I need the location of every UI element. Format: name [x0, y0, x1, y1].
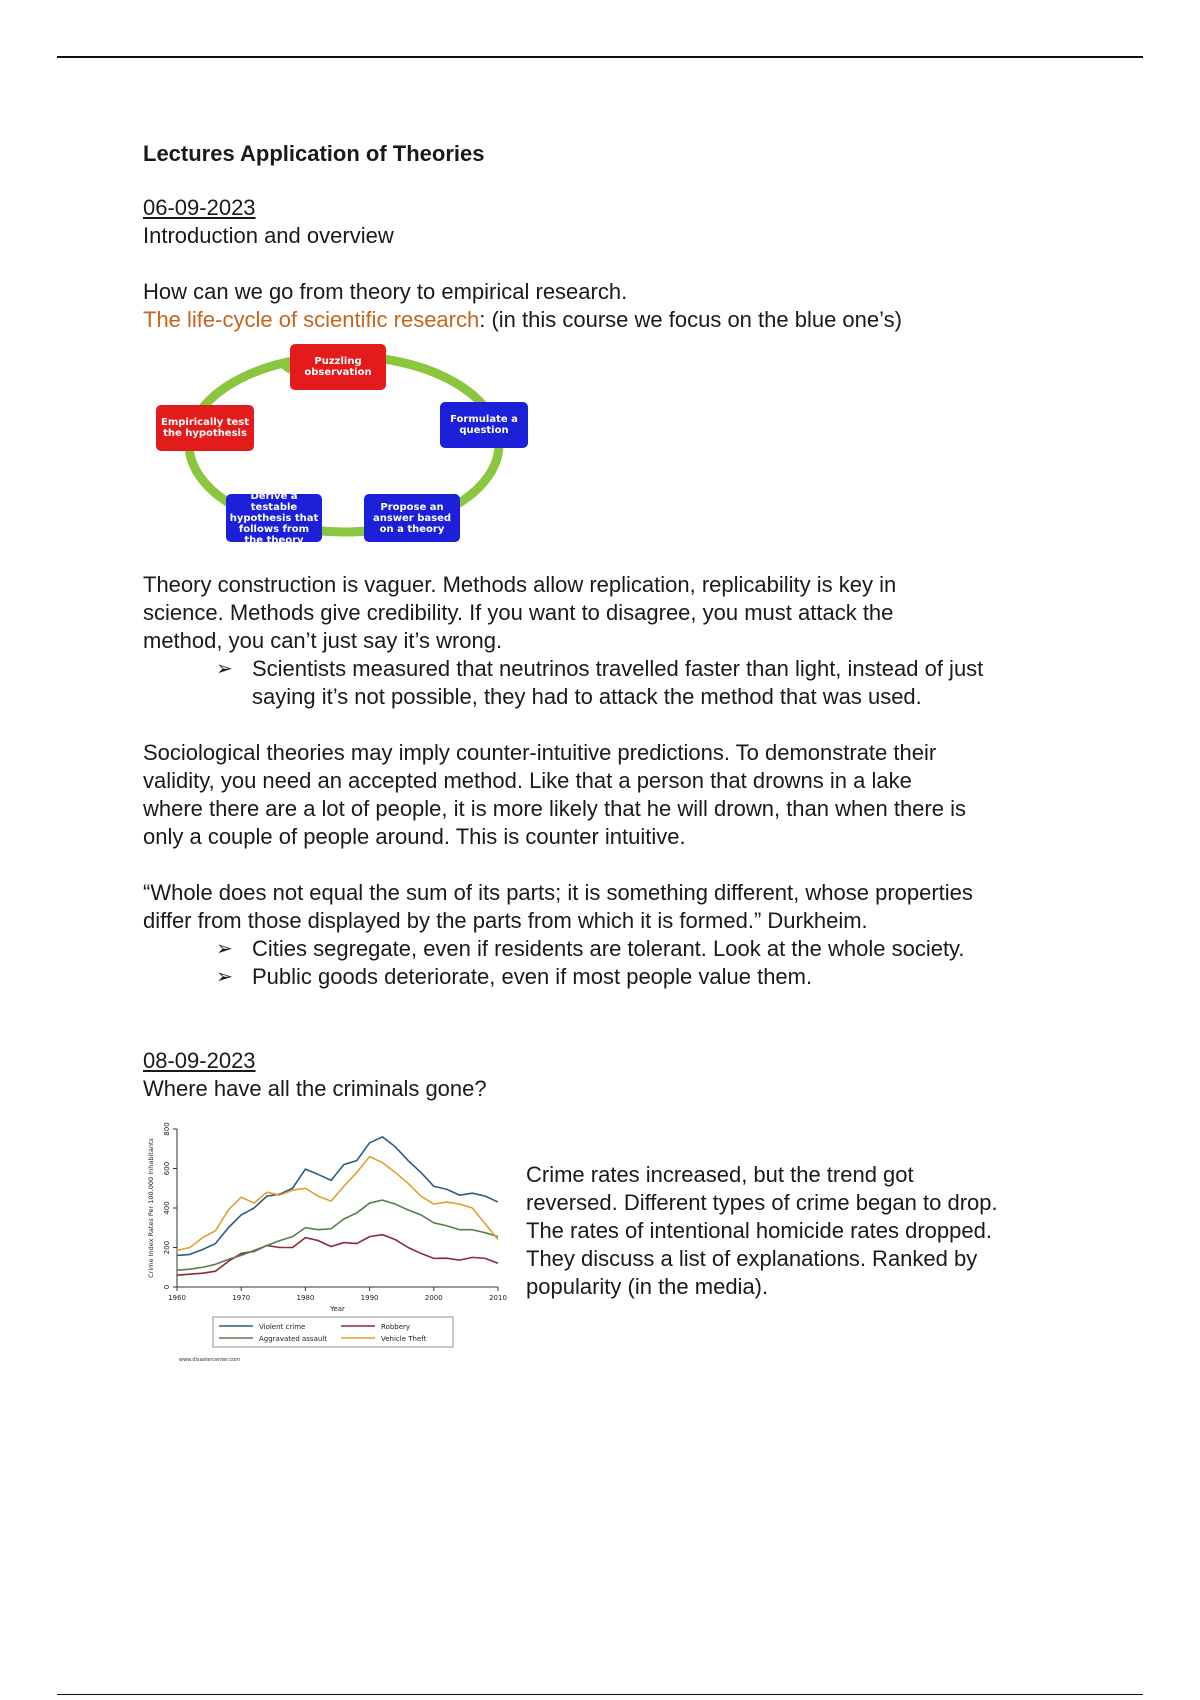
- section2-subtitle: Where have all the criminals gone?: [143, 1076, 487, 1101]
- crime-chart: [143, 1117, 508, 1382]
- legend-label: Robbery: [381, 1323, 411, 1331]
- arrow-bullet-icon: ➢: [216, 966, 233, 988]
- document-body: [143, 140, 1073, 1382]
- legend-label: Aggravated assault: [259, 1335, 327, 1343]
- crime-description: [526, 1161, 1066, 1301]
- text-line: differ from those displayed by the parts from which it is formed.” Durkheim.: [143, 908, 868, 933]
- step-derive-hypothesis: Derive a testable hypothesis that follows from the theory: [226, 494, 322, 542]
- lifecycle-label: The life-cycle of scientific research: [143, 307, 480, 332]
- x-tick-label: 1970: [232, 1294, 251, 1302]
- list-item: [216, 963, 1073, 991]
- text-line: Sociological theories may imply counter-intuitive predictions. To demonstrate their: [143, 740, 937, 765]
- top-rule: [57, 56, 1143, 58]
- y-tick-label: 0: [163, 1284, 171, 1290]
- series-line-3: [177, 1157, 498, 1251]
- lifecycle-heading: [143, 306, 1073, 334]
- text-line: validity, you need an accepted method. Like that a person that drowns in a lake: [143, 768, 912, 793]
- text-line: method, you can’t just say it’s wrong.: [143, 628, 503, 653]
- y-tick-label: 800: [163, 1122, 171, 1136]
- section1-date: 06-09-2023: [143, 195, 256, 220]
- section1-question: How can we go from theory to empirical research.: [143, 279, 628, 304]
- legend-label: Violent crime: [259, 1323, 306, 1331]
- text-line: “Whole does not equal the sum of its parts; it is something different, whose properties: [143, 880, 973, 905]
- x-axis-label: Year: [330, 1305, 345, 1313]
- text-line: Scientists measured that neutrinos travelled faster than light, instead of just: [252, 656, 984, 681]
- x-tick-label: 2010: [489, 1294, 507, 1302]
- arrow-bullet-icon: ➢: [216, 938, 233, 960]
- crime-chart-row: [143, 1117, 1073, 1382]
- text-line: Cities segregate, even if residents are tolerant. Look at the whole society.: [252, 936, 965, 961]
- paragraph-methods: [143, 571, 1073, 655]
- arrow-bullet-icon: ➢: [216, 658, 233, 680]
- durkheim-quote: [143, 879, 1073, 935]
- bullet-list-neutrinos: [143, 655, 1073, 711]
- step-puzzling-observation: Puzzling observation: [290, 344, 386, 390]
- text-line: Public goods deteriorate, even if most people value them.: [252, 964, 813, 989]
- chart-source-note: www.disastercenter.com: [179, 1357, 241, 1363]
- lifecycle-diagram: [154, 344, 544, 549]
- document-title: Lectures Application of Theories: [143, 141, 485, 166]
- text-line: Theory construction is vaguer. Methods allow replication, replicability is key in: [143, 572, 897, 597]
- paragraph-counter-intuitive: [143, 739, 1073, 851]
- x-tick-label: 1980: [296, 1294, 315, 1302]
- list-item: [216, 935, 1073, 963]
- text-line: science. Methods give credibility. If you want to disagree, you must attack the: [143, 600, 894, 625]
- legend-label: Vehicle Theft: [381, 1335, 427, 1343]
- section1-subtitle: Introduction and overview: [143, 223, 394, 248]
- y-tick-label: 200: [163, 1240, 171, 1255]
- text-line: popularity (in the media).: [526, 1274, 769, 1299]
- x-tick-label: 2000: [424, 1294, 443, 1302]
- y-tick-label: 400: [163, 1201, 171, 1215]
- bullet-list-whole: [143, 935, 1073, 991]
- text-line: Crime rates increased, but the trend got: [526, 1162, 914, 1187]
- section2-date: 08-09-2023: [143, 1048, 256, 1073]
- lifecycle-note: : (in this course we focus on the blue one’s): [479, 307, 902, 332]
- text-line: where there are a lot of people, it is more likely that he will drown, than when there is: [143, 796, 966, 821]
- series-line-1: [177, 1235, 498, 1275]
- bottom-rule: [57, 1694, 1143, 1695]
- step-propose-answer: Propose an answer based on a theory: [364, 494, 460, 542]
- text-line: only a couple of people around. This is counter intuitive.: [143, 824, 686, 849]
- series-line-2: [177, 1200, 498, 1270]
- x-tick-label: 1990: [360, 1294, 379, 1302]
- y-tick-label: 600: [163, 1161, 171, 1176]
- crime-chart-svg: [143, 1117, 508, 1382]
- text-line: reversed. Different types of crime began to drop.: [526, 1190, 998, 1215]
- series-line-0: [177, 1137, 498, 1256]
- y-axis-label: Crime Index Rates Per 100,000 Inhabitants: [147, 1138, 155, 1278]
- step-empirically-test: Empirically test the hypothesis: [156, 405, 254, 451]
- text-line: They discuss a list of explanations. Ranked by: [526, 1246, 978, 1271]
- list-item: [216, 655, 1073, 711]
- text-line: The rates of intentional homicide rates dropped.: [526, 1218, 992, 1243]
- step-formulate-question: Formulate a question: [440, 402, 528, 448]
- x-tick-label: 1960: [168, 1294, 186, 1302]
- text-line: saying it’s not possible, they had to attack the method that was used.: [252, 684, 922, 709]
